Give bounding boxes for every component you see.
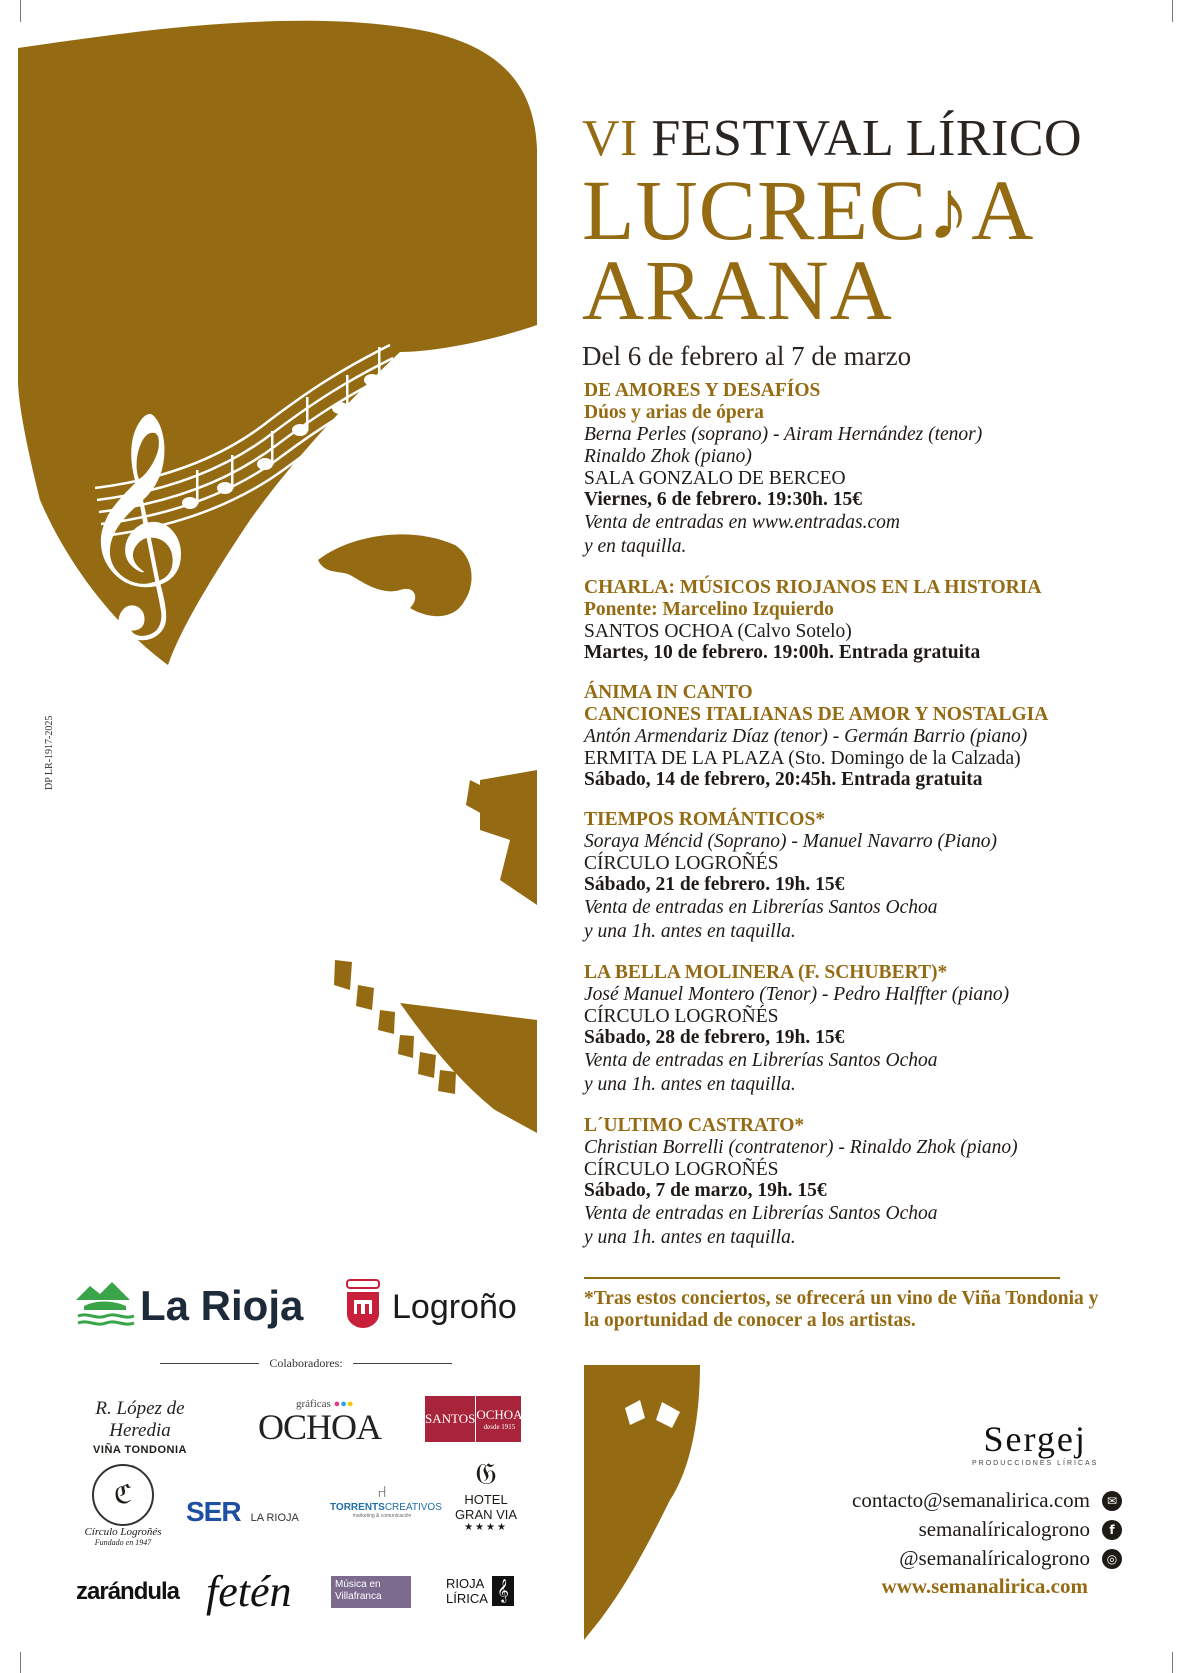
event-venue: ERMITA DE LA PLAZA (Sto. Domingo de la Calzada): [584, 748, 1021, 769]
cadena-ser-logo: [186, 1496, 299, 1528]
graficas-ochoa-logo: gráficas ●●● OCHOA: [258, 1398, 382, 1447]
producer-name: Sergej: [983, 1419, 1087, 1459]
event-title: TIEMPOS ROMÁNTICOS*: [584, 809, 826, 830]
musica-label: Música en: [335, 1579, 381, 1590]
la-rioja-label: La Rioja: [140, 1282, 304, 1329]
event-tickets: Venta de entradas en Librerías Santos Ochoa: [584, 897, 938, 918]
event-date: Martes, 10 de febrero. 19:00h. Entrada gratuita: [584, 642, 981, 663]
ser-region: LA RIOJA: [250, 1512, 299, 1524]
event-performers: Christian Borrelli (contratenor) - Rinaldo Zhok (piano): [584, 1137, 1018, 1158]
rioja-lirica-top: RIOJA: [446, 1576, 485, 1591]
clef-icon: 𝄞: [492, 1576, 514, 1606]
eye-shape: [318, 534, 472, 616]
event-title: CANCIONES ITALIANAS DE AMOR Y NOSTALGIA: [584, 704, 1049, 725]
event-performers: Rinaldo Zhok (piano): [584, 446, 752, 467]
villafranca-label: Villafranca: [335, 1591, 382, 1602]
torrents-tagline: marketing & comunicación: [352, 1513, 412, 1519]
event-date: Sábado, 7 de marzo, 19h. 15€: [584, 1180, 827, 1201]
ochoa-small-label: gráficas: [296, 1398, 331, 1410]
feten-logo: fetén: [206, 1567, 292, 1616]
circulo-logrones-logo: [78, 1464, 168, 1547]
event-title: Dúos y arias de ópera: [584, 402, 764, 423]
event-list: [584, 380, 1104, 1268]
ochoa-label: OCHOA: [258, 1407, 382, 1447]
event-date: Sábado, 21 de febrero. 19h. 15€: [584, 874, 845, 895]
circulo-label: Círculo Logroñés: [84, 1526, 162, 1538]
instagram-text: @semanalíricalogrono: [899, 1546, 1090, 1570]
facebook-icon: f: [1102, 1520, 1122, 1540]
festival-dates: Del 6 de febrero al 7 de marzo: [582, 341, 912, 371]
event-title: Ponente: Marcelino Izquierdo: [584, 599, 834, 620]
website-link[interactable]: www.semanalirica.com: [881, 1574, 1088, 1598]
event-title: L´ULTIMO CASTRATO*: [584, 1115, 805, 1136]
santos-ochoa-label: OCHOA: [476, 1407, 523, 1422]
event-item: [584, 380, 1104, 559]
circulo-emblem-icon: ℭ: [92, 1464, 154, 1526]
event-tickets: y en taquilla.: [584, 536, 687, 557]
event-title: CHARLA: MÚSICOS RIOJANOS EN LA HISTORIA: [584, 577, 1042, 598]
logrono-shield-icon: [345, 1278, 381, 1330]
event-performers: Soraya Méncid (Soprano) - Manuel Navarro (Piano): [584, 831, 998, 852]
zarandula-logo: zarándula: [76, 1578, 180, 1605]
ser-label: SER: [186, 1496, 241, 1527]
event-venue: SALA GONZALO DE BERCEO: [584, 468, 846, 489]
santos-since: desde 1915: [483, 1423, 516, 1431]
collaborators-label: Colaboradores:: [269, 1356, 343, 1370]
chair-icon: ⑁: [377, 1484, 387, 1501]
divider: [584, 1277, 1060, 1279]
contact-email[interactable]: [852, 1488, 1122, 1513]
facebook-text: semanalíricalogrono: [918, 1517, 1090, 1541]
circulo-founded: Fundado en 1947: [94, 1538, 152, 1547]
festival-title-block: [582, 108, 1142, 374]
sergej-logo: [972, 1418, 1098, 1467]
event-tickets: Venta de entradas en www.entradas.com: [584, 512, 900, 533]
event-item: [584, 682, 1104, 791]
event-title: DE AMORES Y DESAFÍOS: [584, 380, 821, 401]
festival-name-line1: LUCREC♪A: [582, 162, 1035, 258]
mail-icon: ✉: [1102, 1491, 1122, 1511]
email-text: contacto@semanalirica.com: [852, 1488, 1090, 1512]
instagram-icon: ◎: [1102, 1549, 1122, 1569]
gran-via-label: GRAN VIA: [454, 1507, 518, 1522]
musica-villafranca-logo: [331, 1576, 411, 1608]
festival-label: FESTIVAL LÍRICO: [651, 110, 1083, 167]
event-performers: José Manuel Montero (Tenor) - Pedro Halffter (piano): [584, 984, 1010, 1005]
vina-tondonia-logo: [76, 1398, 204, 1456]
festival-heading: [582, 108, 1142, 170]
producer-tagline: PRODUCCIONES LÍRICAS: [972, 1460, 1099, 1467]
event-item: [584, 1115, 1104, 1250]
creativos-label: CREATIVOS: [384, 1502, 442, 1513]
tondonia-label: VIÑA TONDONIA: [93, 1444, 187, 1456]
event-tickets: Venta de entradas en Librerías Santos Ochoa: [584, 1203, 938, 1224]
event-tickets: Venta de entradas en Librerías Santos Ochoa: [584, 1050, 938, 1071]
event-tickets: y una 1h. antes en taquilla.: [584, 1074, 796, 1095]
event-date: Viernes, 6 de febrero. 19:30h. 15€: [584, 489, 863, 510]
event-tickets: y una 1h. antes en taquilla.: [584, 921, 796, 942]
event-title: ÁNIMA IN CANTO: [584, 682, 753, 703]
contact-facebook[interactable]: [919, 1517, 1122, 1542]
santos-ochoa-logo: [425, 1396, 521, 1442]
event-date: Sábado, 14 de febrero, 20:45h. Entrada gratuita: [584, 769, 983, 790]
event-date: Sábado, 28 de febrero, 19h. 15€: [584, 1027, 845, 1048]
event-tickets: y una 1h. antes en taquilla.: [584, 1227, 796, 1248]
event-item: [584, 577, 1104, 664]
event-venue: SANTOS OCHOA (Calvo Sotelo): [584, 621, 852, 642]
la-rioja-logo-icon: [76, 1280, 136, 1328]
contact-instagram[interactable]: [899, 1546, 1122, 1571]
festival-name-line2: ARANA: [582, 242, 893, 338]
edition-number: VI: [582, 110, 638, 167]
tondonia-script: R. López de Heredia: [95, 1398, 185, 1441]
event-venue: CÍRCULO LOGROÑÉS: [584, 1159, 779, 1180]
gv-monogram-icon: 𝔊: [475, 1458, 497, 1491]
hotel-label: HOTEL: [464, 1492, 508, 1507]
event-venue: CÍRCULO LOGROÑÉS: [584, 853, 779, 874]
hotel-gran-via-logo: [448, 1458, 524, 1533]
treble-clef-icon: 𝄞: [78, 409, 191, 630]
rioja-lirica-logo: [446, 1576, 514, 1606]
torrents-creativos-logo: [330, 1484, 442, 1519]
event-performers: Antón Armendariz Díaz (tenor) - Germán Barrio (piano): [584, 726, 1028, 747]
event-performers: Berna Perles (soprano) - Airam Hernández (tenor): [584, 424, 983, 445]
event-item: [584, 962, 1104, 1097]
collaborators-heading: [160, 1356, 452, 1371]
event-title: LA BELLA MOLINERA (F. SCHUBERT)*: [584, 962, 948, 983]
rioja-lirica-bottom: LÍRICA: [446, 1591, 488, 1606]
event-venue: CÍRCULO LOGROÑÉS: [584, 1006, 779, 1027]
logrono-label: Logroño: [392, 1288, 517, 1326]
lips-shape: [334, 960, 537, 1133]
footnote: *Tras estos conciertos, se ofrecerá un vino de Viña Tondonia y la oportunidad de conocer a los artistas.: [584, 1288, 1099, 1331]
chin-silhouette: [584, 1365, 700, 1640]
event-item: [584, 809, 1104, 944]
santos-label: SANTOS: [425, 1396, 476, 1442]
deposit-legal-code: DP LR-1917-2025: [44, 715, 55, 790]
torrents-label: TORRENTS: [330, 1502, 385, 1513]
hotel-stars: ★★★★: [464, 1522, 508, 1533]
